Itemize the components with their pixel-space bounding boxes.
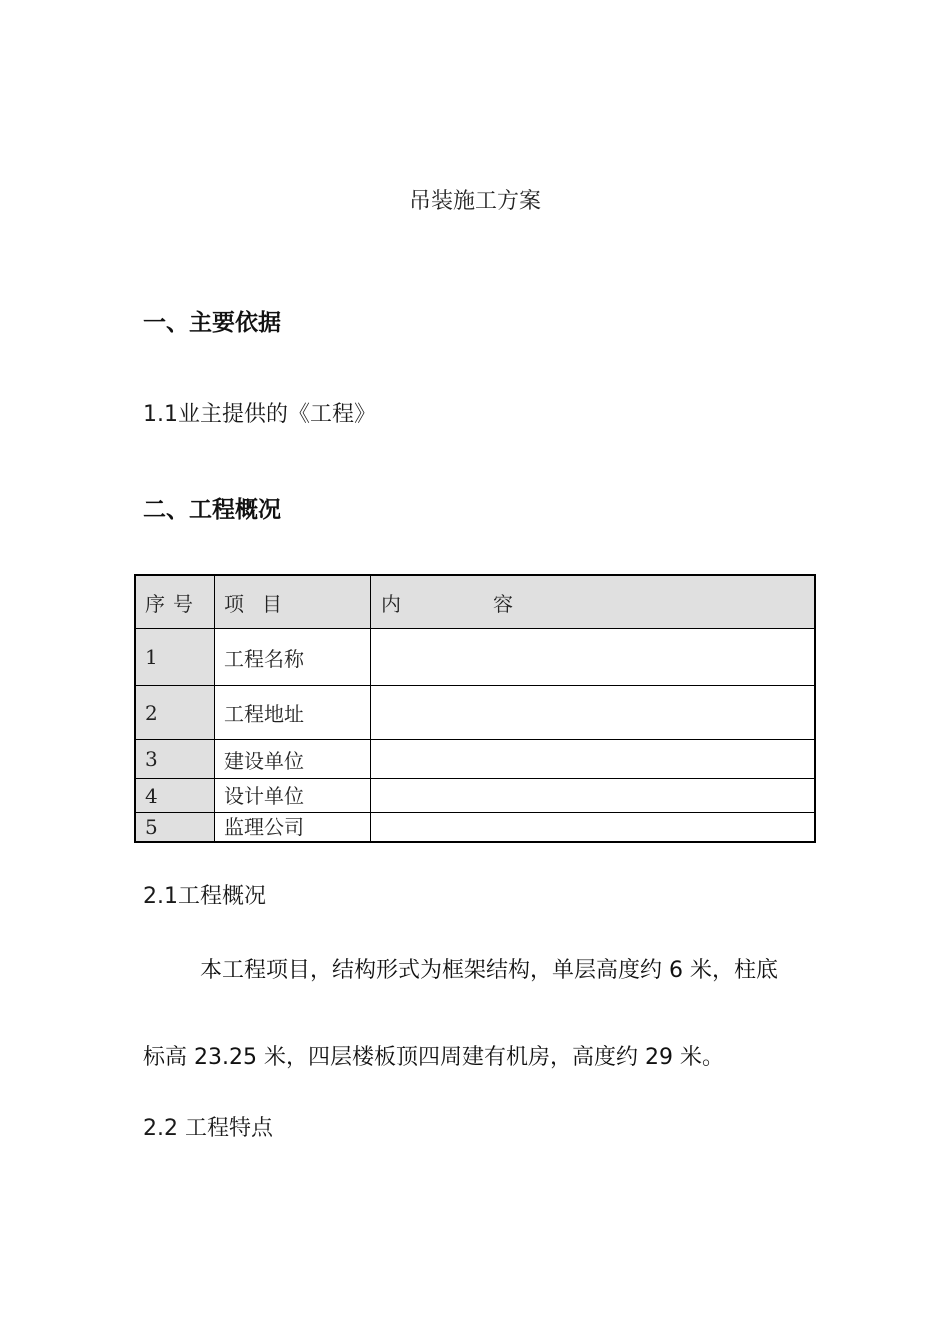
table-row [135,779,815,813]
row-no: 2 [135,686,215,740]
row-item: 工程地址 [215,686,371,740]
project-info-table [134,574,816,843]
subsection-heading-features: 2.2 工程特点 [143,1116,273,1141]
table-header-row [135,575,815,629]
section-heading-overview: 二、工程概况 [143,497,281,523]
overview-paragraph-line1: 本工程项目，结构形式为框架结构，单层高度约 6 米，柱底 [200,958,778,983]
table-row [135,686,815,740]
row-no: 5 [135,813,215,843]
header-content: 内容 [371,575,816,629]
header-seq: 序号 [135,575,215,629]
subsection-heading-overview: 2.1工程概况 [143,884,266,909]
row-item: 工程名称 [215,629,371,686]
row-no: 1 [135,629,215,686]
header-item: 项目 [215,575,371,629]
row-content [371,779,816,813]
section-heading-basis: 一、主要依据 [143,310,281,336]
row-content [371,813,816,843]
table-row [135,813,815,843]
document-title: 吊装施工方案 [408,189,541,214]
row-item: 设计单位 [215,779,371,813]
row-no: 3 [135,740,215,779]
row-content [371,629,816,686]
table-row [135,629,815,686]
row-content [371,740,816,779]
table-row [135,740,815,779]
row-item: 建设单位 [215,740,371,779]
basis-item: 1.1业主提供的《工程》 [143,402,376,427]
row-item: 监理公司 [215,813,371,843]
row-no: 4 [135,779,215,813]
overview-paragraph-line2: 标高 23.25 米，四层楼板顶四周建有机房，高度约 29 米。 [143,1045,724,1070]
row-content [371,686,816,740]
